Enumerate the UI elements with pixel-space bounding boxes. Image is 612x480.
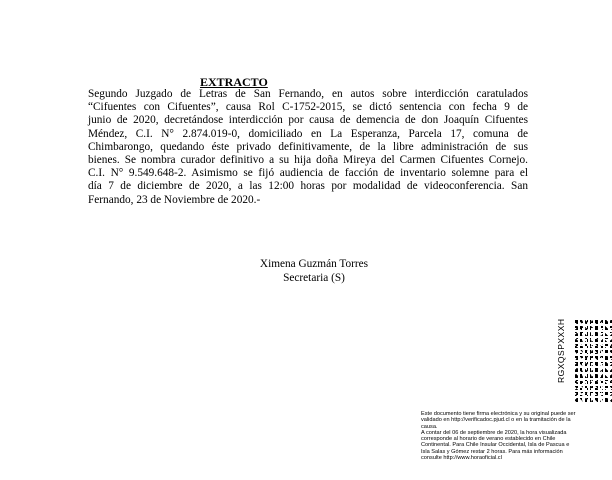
body-line: Chimbarongo, quedando éste privado definitivamente, de la libre administración de sus [88, 140, 528, 153]
notice-line: corresponde al horario de verano establecido en Chile [421, 436, 556, 443]
notice-line: consulte http://www.horaoficial.cl [421, 455, 502, 462]
signature-name: Ximena Guzmán Torres [259, 258, 369, 270]
qr-code-icon [573, 318, 612, 403]
body-line: bienes. Se nombra curador definitivo a su hija doña Mireya del Carmen Cifuentes Cornejo. [88, 154, 528, 167]
verification-code: RGXQSPXXXH [556, 318, 566, 383]
body-line: C.I. N° 9.549.648-2. Asimismo se fijó audiencia de facción de inventario solemne para el [88, 167, 528, 180]
notice-line: causa. [421, 423, 438, 430]
notice-line: Continental. Para Chile Insular Occidental, Isla de Pascua e [421, 442, 570, 449]
body-line: Segundo Juzgado de Letras de San Fernando, en autos sobre interdicción caratulados [88, 88, 528, 100]
document-body [88, 88, 528, 207]
notice-line: Este documento tiene firma electrónica y su original puede ser [421, 411, 576, 417]
body-line: Fernando, 23 de Noviembre de 2020.- [88, 193, 261, 206]
body-line: junio de 2020, decretándose interdicción por causa de demencia de don Joaquín Cifuentes [88, 114, 528, 127]
body-line: día 7 de diciembre de 2020, a las 12:00 horas por modalidad de videoconferencia. San [88, 180, 528, 193]
notice-line: Isla Salas y Gómez restar 2 horas. Para más información [421, 448, 563, 455]
body-line: “Cifuentes con Cifuentes”, causa Rol C-1752-2015, se dictó sentencia con fecha 9 de [88, 101, 528, 114]
notice-line: A contar del 06 de septiembre de 2020, la hora visualizada [421, 429, 567, 436]
electronic-signature-notice [421, 411, 611, 461]
document-title: EXTRACTO [200, 75, 268, 89]
body-line: Méndez, C.I. N° 2.874.019-0, domiciliado en La Esperanza, Parcela 17, comuna de [88, 127, 528, 140]
notice-line: validado en http://verificadoc.pjud.cl o en la tramitación de la [421, 417, 571, 424]
signature-role: Secretaria (S) [283, 272, 345, 284]
